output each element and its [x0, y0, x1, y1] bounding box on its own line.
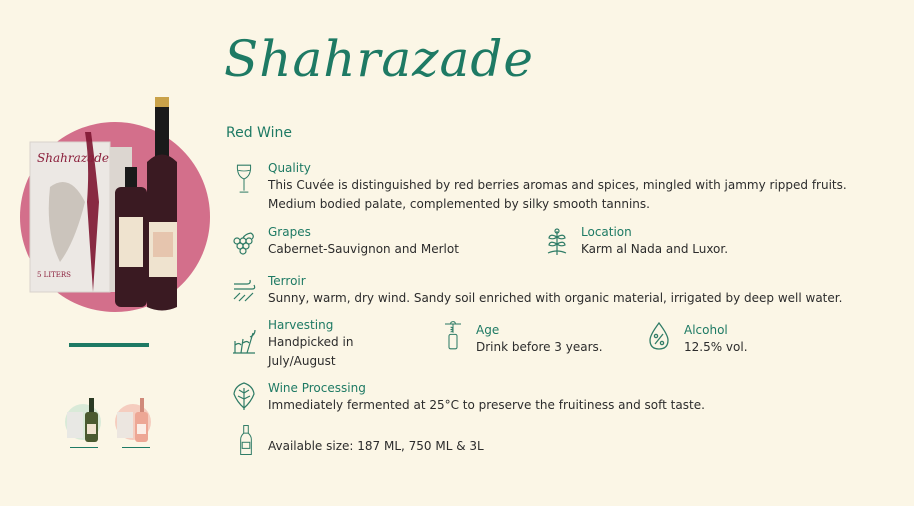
- thumbnail-underline: [122, 447, 150, 448]
- age-text: Drink before 3 years.: [476, 340, 603, 354]
- harvesting-label: Harvesting: [268, 318, 334, 332]
- terroir-label: Terroir: [268, 274, 306, 288]
- location-label: Location: [581, 225, 632, 239]
- thumbnail-white-wine[interactable]: [63, 394, 103, 446]
- processing-text: Immediately fermented at 25°C to preserve the fruitiness and soft taste.: [268, 398, 705, 412]
- quality-label: Quality: [268, 161, 311, 175]
- vine-plant-icon: [544, 226, 570, 258]
- quality-text-line1: This Cuvée is distinguished by red berries aromas and spices, mingled with jammy ripped fruits.: [268, 178, 847, 192]
- grapes-icon: [231, 228, 257, 260]
- bottle-icon: [233, 424, 259, 456]
- alcohol-label: Alcohol: [684, 323, 728, 337]
- age-label: Age: [476, 323, 500, 337]
- product-hero-image: [15, 92, 215, 322]
- available-size-text: Available size: 187 ML, 750 ML & 3L: [268, 439, 484, 453]
- processing-label: Wine Processing: [268, 381, 366, 395]
- leaf-icon: [231, 380, 257, 412]
- terroir-text: Sunny, warm, dry wind. Sandy soil enriched with organic material, irrigated by deep well water.: [268, 291, 843, 305]
- svg-text:5 LITERS: 5 LITERS: [37, 271, 71, 279]
- location-text: Karm al Nada and Luxor.: [581, 242, 729, 256]
- harvesting-text-line2: July/August: [268, 354, 336, 368]
- harvest-icon: [231, 325, 257, 357]
- alcohol-text: 12.5% vol.: [684, 340, 748, 354]
- svg-text:Shahrazade: Shahrazade: [37, 151, 109, 165]
- quality-text-line2: Medium bodied palate, complemented by silky smooth tannins.: [268, 197, 650, 211]
- alcohol-drop-icon: [646, 320, 672, 352]
- corkscrew-icon: [440, 320, 466, 352]
- grapes-text: Cabernet-Sauvignon and Merlot: [268, 242, 459, 256]
- thumbnail-rose-wine[interactable]: [113, 394, 153, 446]
- wine-glass-icon: [231, 163, 257, 195]
- grapes-label: Grapes: [268, 225, 311, 239]
- harvesting-text-line1: Handpicked in: [268, 335, 354, 349]
- carousel-indicator: [69, 343, 149, 347]
- thumbnail-underline: [70, 447, 98, 448]
- product-brand-title: Shahrazade: [224, 30, 534, 88]
- wind-icon: [231, 275, 257, 307]
- product-type: Red Wine: [226, 125, 292, 141]
